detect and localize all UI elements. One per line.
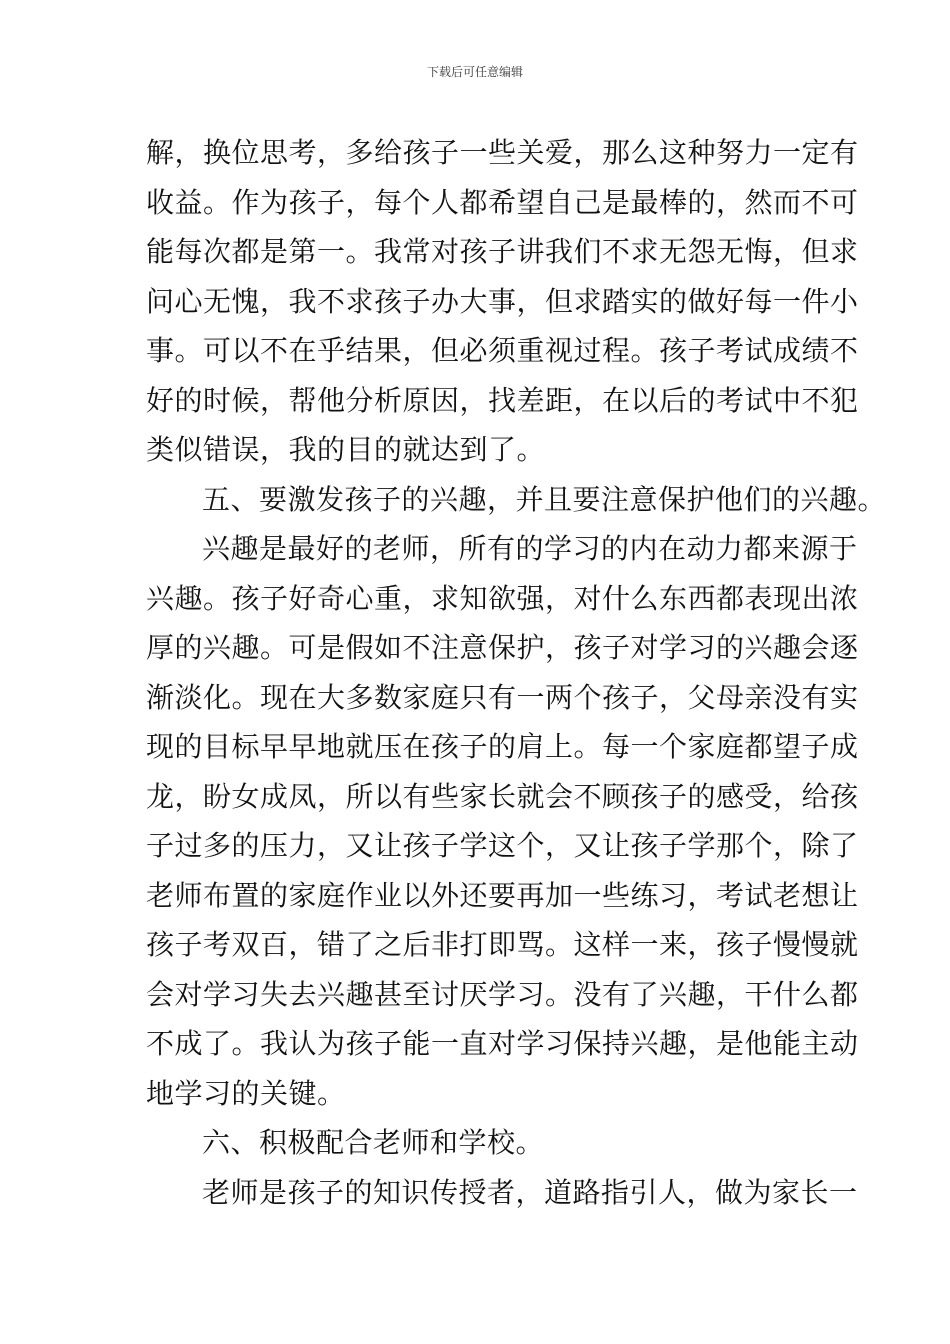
text-line: 不成了。我认为孩子能一直对学习保持兴趣，是他能主动 [146,1027,859,1060]
text-line: 兴趣。孩子好奇心重，求知欲强，对什么东西都表现出浓 [146,581,859,615]
page-header-note: 下载后可任意编辑 [426,65,523,79]
text-line: 好的时候，帮他分析原因，找差距，在以后的考试中不犯 [146,383,859,417]
text-line: 解，换位思考，多给孩子一些关爱，那么这种努力一定有 [146,136,859,169]
text-line: 厚的兴趣。可是假如不注意保护，孩子对学习的兴趣会逐 [146,631,859,664]
text-line: 龙，盼女成凤，所以有些家长就会不顾孩子的感受，给孩 [146,779,859,813]
document-body [146,128,887,1217]
text-line: 问心无愧，我不求孩子办大事，但求踏实的做好每一件小 [146,284,859,318]
text-line: 事。可以不在乎结果，但必须重视过程。孩子考试成绩不 [146,334,859,367]
text-line: 孩子考双百，错了之后非打即骂。这样一来，孩子慢慢就 [146,928,859,961]
text-line: 子过多的压力，又让孩子学这个，又让孩子学那个，除了 [146,829,859,862]
section-heading-5: 五、要激发孩子的兴趣，并且要注意保护他们的兴趣。 [202,482,887,516]
text-line: 会对学习失去兴趣甚至讨厌学习。没有了兴趣，干什么都 [146,977,859,1011]
text-line: 收益。作为孩子，每个人都希望自己是最棒的，然而不可 [146,185,859,219]
text-line: 渐淡化。现在大多数家庭只有一两个孩子，父母亲没有实 [146,680,859,714]
text-line: 地学习的关键。 [146,1076,346,1110]
text-line: 能每次都是第一。我常对孩子讲我们不求无怨无悔，但求 [146,235,859,268]
paragraph-start-line: 老师是孩子的知识传授者，道路指引人，做为家长一 [202,1175,858,1209]
text-line: 类似错误，我的目的就达到了。 [146,433,546,466]
paragraph-start-line: 兴趣是最好的老师，所有的学习的内在动力都来源于 [202,532,858,565]
section-heading-6: 六、积极配合老师和学校。 [202,1126,545,1159]
text-line: 老师布置的家庭作业以外还要再加一些练习，考试老想让 [146,878,859,912]
text-line: 现的目标早早地就压在孩子的肩上。每一个家庭都望子成 [146,730,859,763]
